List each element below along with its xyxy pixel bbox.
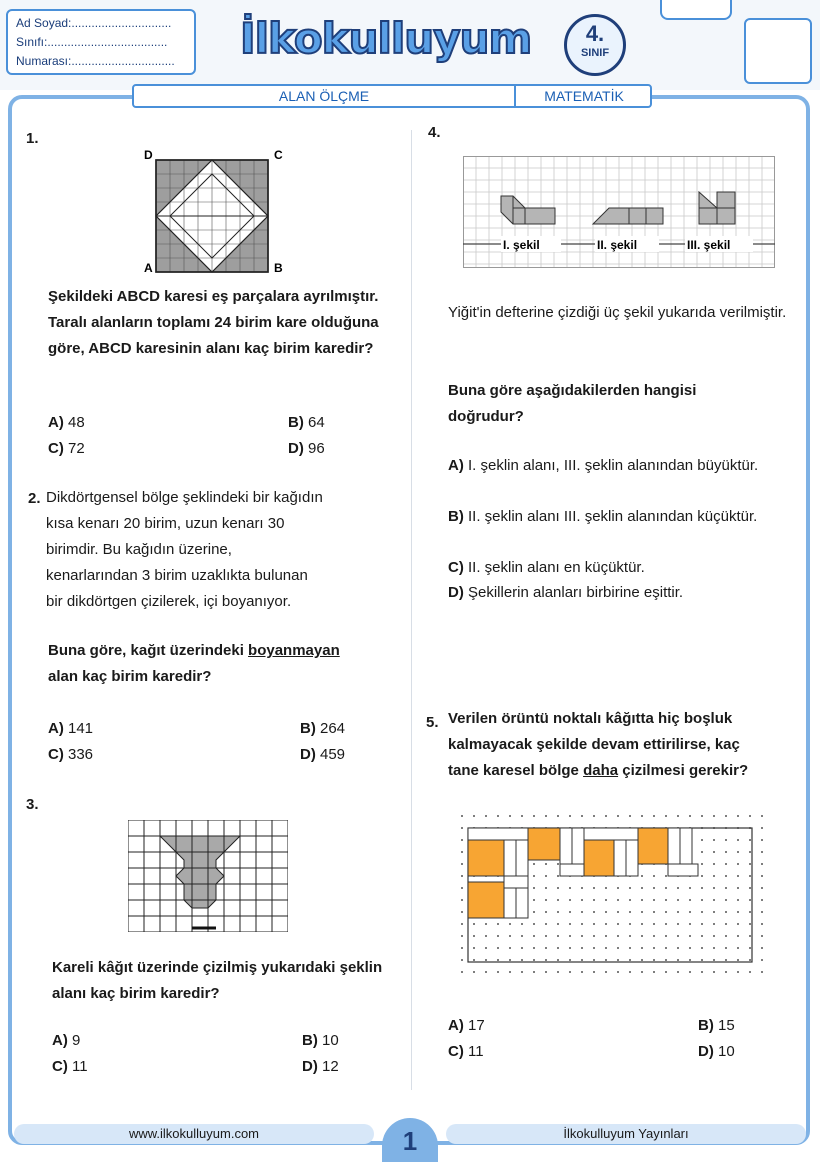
- q1-label-d: D: [144, 148, 153, 162]
- q1-label-c: C: [274, 148, 283, 162]
- q5-option-a[interactable]: A) 17: [448, 1017, 485, 1034]
- footer-publisher: İlkokulluyum Yayınları: [446, 1124, 806, 1144]
- q2-option-d[interactable]: D) 459: [300, 746, 346, 763]
- grade-badge: [564, 14, 626, 76]
- q1-square-figure: [140, 148, 300, 278]
- student-info-box: [6, 9, 196, 75]
- q4-shape1-label: I. şekil: [503, 238, 540, 252]
- q2-option-a[interactable]: A) 141: [48, 720, 94, 737]
- q5-option-b[interactable]: B) 15: [698, 1017, 735, 1034]
- q4-option-a[interactable]: A) I. şeklin alanı, III. şeklin alanından büyüktür.: [448, 457, 759, 474]
- q1-option-b[interactable]: B) 64: [288, 414, 325, 431]
- q2-option-c[interactable]: C) 336: [48, 746, 94, 763]
- score-tab: [660, 0, 732, 20]
- q4-intro: Yiğit'in defterine çizdiği üç şekil yukarıda verilmiştir.: [448, 304, 787, 321]
- topic-title: ALAN ÖLÇME: [278, 88, 370, 104]
- footer-website[interactable]: www.ilkokulluyum.com: [14, 1124, 374, 1144]
- q1-label-a: A: [144, 261, 153, 275]
- q1-number: 1.: [26, 130, 39, 147]
- q3-option-d[interactable]: D) 12: [302, 1058, 339, 1075]
- q2-question: Buna göre, kağıt üzerindeki boyanmayan alan kaç birim karedir?: [48, 642, 340, 685]
- q1-label-b: B: [274, 261, 283, 275]
- q3-question: Kareli kâğıt üzerinde çizilmiş yukarıdaki şeklin alanı kaç birim karedir?: [52, 959, 383, 1002]
- q4-shape3-label: III. şekil: [687, 238, 731, 252]
- q2-option-b[interactable]: B) 264: [300, 720, 346, 737]
- q4-number: 4.: [428, 124, 441, 141]
- q4-option-d[interactable]: D) Şekillerin alanları birbirine eşittir.: [448, 584, 684, 601]
- q4-question: Buna göre aşağıdakilerden hangisi doğrudur?: [448, 382, 697, 425]
- q5-option-c[interactable]: C) 11: [448, 1043, 484, 1060]
- page-number: 1: [402, 1126, 418, 1156]
- q3-option-b[interactable]: B) 10: [302, 1032, 339, 1049]
- q5-number: 5.: [426, 714, 439, 731]
- subject-title: MATEMATİK: [544, 88, 624, 104]
- q2-text: Dikdörtgensel bölge şeklindeki bir kağıdın kısa kenarı 20 birim, uzun kenarı 30 birimdir. Bu kağıdın üzerine, kenarlarından 3 birim uzaklıkta bulunan bir dikdörtgen çizilerek, içi boyanıyor.: [46, 489, 323, 610]
- q1-option-d[interactable]: D) 96: [288, 440, 325, 457]
- q4-shapes-figure: [463, 156, 775, 268]
- q1-option-c[interactable]: C) 72: [48, 440, 85, 457]
- q5-dot-paper-figure: [456, 810, 772, 980]
- grade-label: SINIF: [580, 47, 610, 59]
- q3-number: 3.: [26, 796, 39, 813]
- brand-logo: İlkokulluyum: [240, 14, 532, 63]
- q3-option-c[interactable]: C) 11: [52, 1058, 88, 1075]
- q5-question: Verilen örüntü noktalı kâğıtta hiç boşluk kalmayacak şekilde devam ettirilirse, kaç tane karesel bölge daha çizilmesi gerekir?: [448, 710, 749, 779]
- q3-grid-figure: [128, 820, 288, 932]
- q5-option-d[interactable]: D) 10: [698, 1043, 735, 1060]
- q4-option-b[interactable]: B) II. şeklin alanı III. şeklin alanından küçüktür.: [448, 508, 758, 525]
- score-box: [744, 18, 812, 84]
- column-divider: [411, 130, 412, 1090]
- q1-question: Şekildeki ABCD karesi eş parçalara ayrılmıştır. Taralı alanların toplamı 24 birim kare olduğuna göre, ABCD karesinin alanı kaç birim karedir?: [48, 288, 379, 357]
- q4-option-c[interactable]: C) II. şeklin alanı en küçüktür.: [448, 559, 645, 576]
- topic-separator: [514, 84, 516, 108]
- q3-option-a[interactable]: A) 9: [52, 1032, 81, 1049]
- number-line: Numarası:...............................: [16, 54, 175, 68]
- grade-number: 4.: [585, 21, 605, 46]
- name-line: Ad Soyad:..............................: [16, 16, 172, 30]
- q2-number: 2.: [28, 490, 41, 507]
- q1-option-a[interactable]: A) 48: [48, 414, 85, 431]
- q4-shape2-label: II. şekil: [597, 238, 638, 252]
- class-line: Sınıfı:....................................: [16, 35, 168, 49]
- topic-bar: [132, 84, 652, 108]
